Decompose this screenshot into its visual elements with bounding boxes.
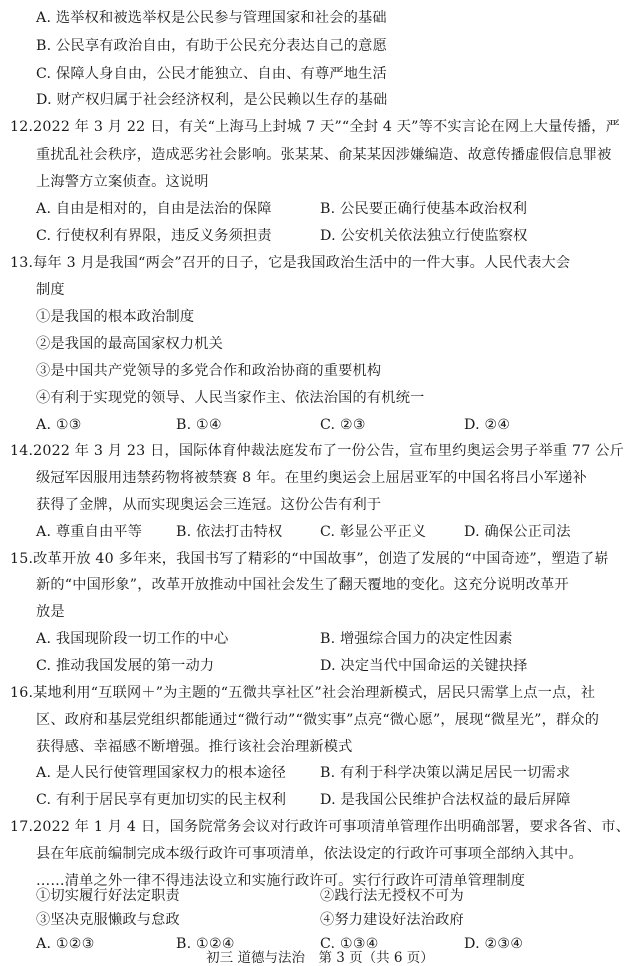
page-footer: 初三 道德与法治 第 3 页（共 6 页） [206,950,434,966]
q16-line-1 [10,683,595,703]
q15-option-c: C. 推动我国发展的第一动力 [36,658,215,674]
q12-option-a: A. 自由是相对的，自由是法治的保障 [36,201,272,217]
q14-option-c: C. 彰显公平正义 [320,524,427,540]
q13-item-4: ④有利于实现党的领导、人民当家作主、依法治国的有机统一 [36,390,425,406]
q16-stem-line: 某地利用“互联网＋”为主题的“五微共享社区”社会治理新模式，居民只需掌上点一点，社 [33,685,596,701]
q17-option-b: B. ①②④ [176,936,235,952]
q13-option-b: B. ①④ [176,417,222,433]
q11-option-b: B. 公民享有政治自由，有助于公民充分表达自己的意愿 [36,38,387,54]
q14-option-b: B. 依法打击特权 [176,524,283,540]
q13-item-1: ①是我国的根本政治制度 [36,309,195,325]
q12-stem-line: 重扰乱社会秩序，造成恶劣社会影响。张某某、俞某某因涉嫌编造、故意传播虚假信息罪被 [36,147,612,163]
q11-option-a: A. 选举权和被选举权是公民参与管理国家和社会的基础 [36,10,387,26]
q14-stem-line: 获得了金牌，从而实现奥运会三连冠。这份公告有利于 [36,497,382,513]
q17-option-c: C. ①③④ [320,936,379,952]
q12-number: 12. [10,119,34,135]
q16-option-c: C. 有利于居民享有更加切实的民主权利 [36,792,287,808]
q16-option-a: A. 是人民行使管理国家权力的根本途径 [36,765,287,781]
q17-item-4: ④努力建设好法治政府 [320,912,464,928]
q12-stem-line: 上海警方立案侦查。这说明 [36,174,209,190]
q16-stem-line: 区、政府和基层党组织都能通过“微行动”“微实事”点亮“微心愿”，展现“微星光”，群众的 [36,712,600,728]
q15-option-b: B. 增强综合国力的决定性因素 [320,631,513,647]
q17-stem-line: 县在年底前编制完成本级行政许可事项清单，依法设定的行政许可事项全部纳入其中。 [36,846,583,862]
q16-number: 16. [10,685,34,701]
q13-stem-line: 每年 3 月是我国“两会”召开的日子，它是我国政治生活中的一件大事。人民代表大会 [33,255,571,271]
q13-stem-line: 制度 [36,282,65,298]
q17-stem-line: ……清单之外一律不得违法设立和实施行政许可。实行行政许可清单管理制度 [36,873,526,889]
q14-number: 14. [10,443,34,459]
q13-number: 13. [10,255,34,271]
q13-option-a: A. ①③ [36,417,82,433]
q12-option-b: B. 公民要正确行使基本政治权利 [320,201,528,217]
q13-option-d: D. ②④ [464,417,511,433]
q14-line-1 [10,441,624,461]
q12-stem-line: 2022 年 3 月 22 日，有关“上海马上封城 7 天”“全封 4 天”等不实言论在网上大量传播，严 [33,119,621,135]
q13-item-2: ②是我国的最高国家权力机关 [36,336,224,352]
q17-item-2: ②践行法无授权不可为 [320,888,464,904]
q17-item-1: ①切实履行好法定职责 [36,888,180,904]
q17-number: 17. [10,819,34,835]
q15-number: 15. [10,551,34,567]
q13-item-3: ③是中国共产党领导的多党合作和政治协商的重要机构 [36,363,382,379]
q17-option-d: D. ②③④ [464,936,524,952]
q13-line-1 [10,253,570,273]
q15-option-a: A. 我国现阶段一切工作的中心 [36,631,229,647]
q12-option-d: D. 公安机关依法独立行使监察权 [320,228,528,244]
q17-item-3: ③坚决克服懒政与怠政 [36,912,180,928]
q12-option-c: C. 行使权利有界限，违反义务须担责 [36,228,272,244]
q16-option-d: D. 是我国公民维护合法权益的最后屏障 [320,792,571,808]
q14-option-d: D. 确保公正司法 [464,524,571,540]
q16-option-b: B. 有利于科学决策以满足居民一切需求 [320,765,571,781]
q11-option-c: C. 保障人身自由，公民才能独立、自由、有尊严地生活 [36,66,387,82]
q14-stem-line: 2022 年 3 月 23 日，国际体育仲裁法庭发布了一份公告，宣布里约奥运会男子举重 77 公斤 [33,443,624,459]
q12-line-1 [10,117,620,137]
q15-stem-line: 新的“中国形象”，改革开放推动中国社会发生了翻天覆地的变化。这充分说明改革开 [36,577,569,593]
q16-stem-line: 获得感、幸福感不断增强。推行该社会治理新模式 [36,739,353,755]
q17-option-a: A. ①②③ [36,936,95,952]
q11-option-d: D. 财产权归属于社会经济权利，是公民赖以生存的基础 [36,92,388,108]
q15-option-d: D. 决定当代中国命运的关键抉择 [320,658,528,674]
q13-option-c: C. ②③ [320,417,366,433]
q17-stem-line: 2022 年 1 月 4 日，国务院常务会议对行政许可事项清单管理作出明确部署，要求各省、市、 [33,819,631,835]
q14-stem-line: 级冠军因服用违禁药物将被禁赛 8 年。在里约奥运会上屈居亚军的中国名将吕小军递补 [36,470,587,486]
q14-option-a: A. 尊重自由平等 [36,524,143,540]
q15-stem-line: 改革开放 40 多年来，我国书写了精彩的“中国故事”，创造了发展的“中国奇迹”，塑造了崭 [33,551,609,567]
q15-line-1 [10,549,609,569]
q15-stem-line: 放是 [36,604,65,620]
q17-line-1 [10,817,630,837]
